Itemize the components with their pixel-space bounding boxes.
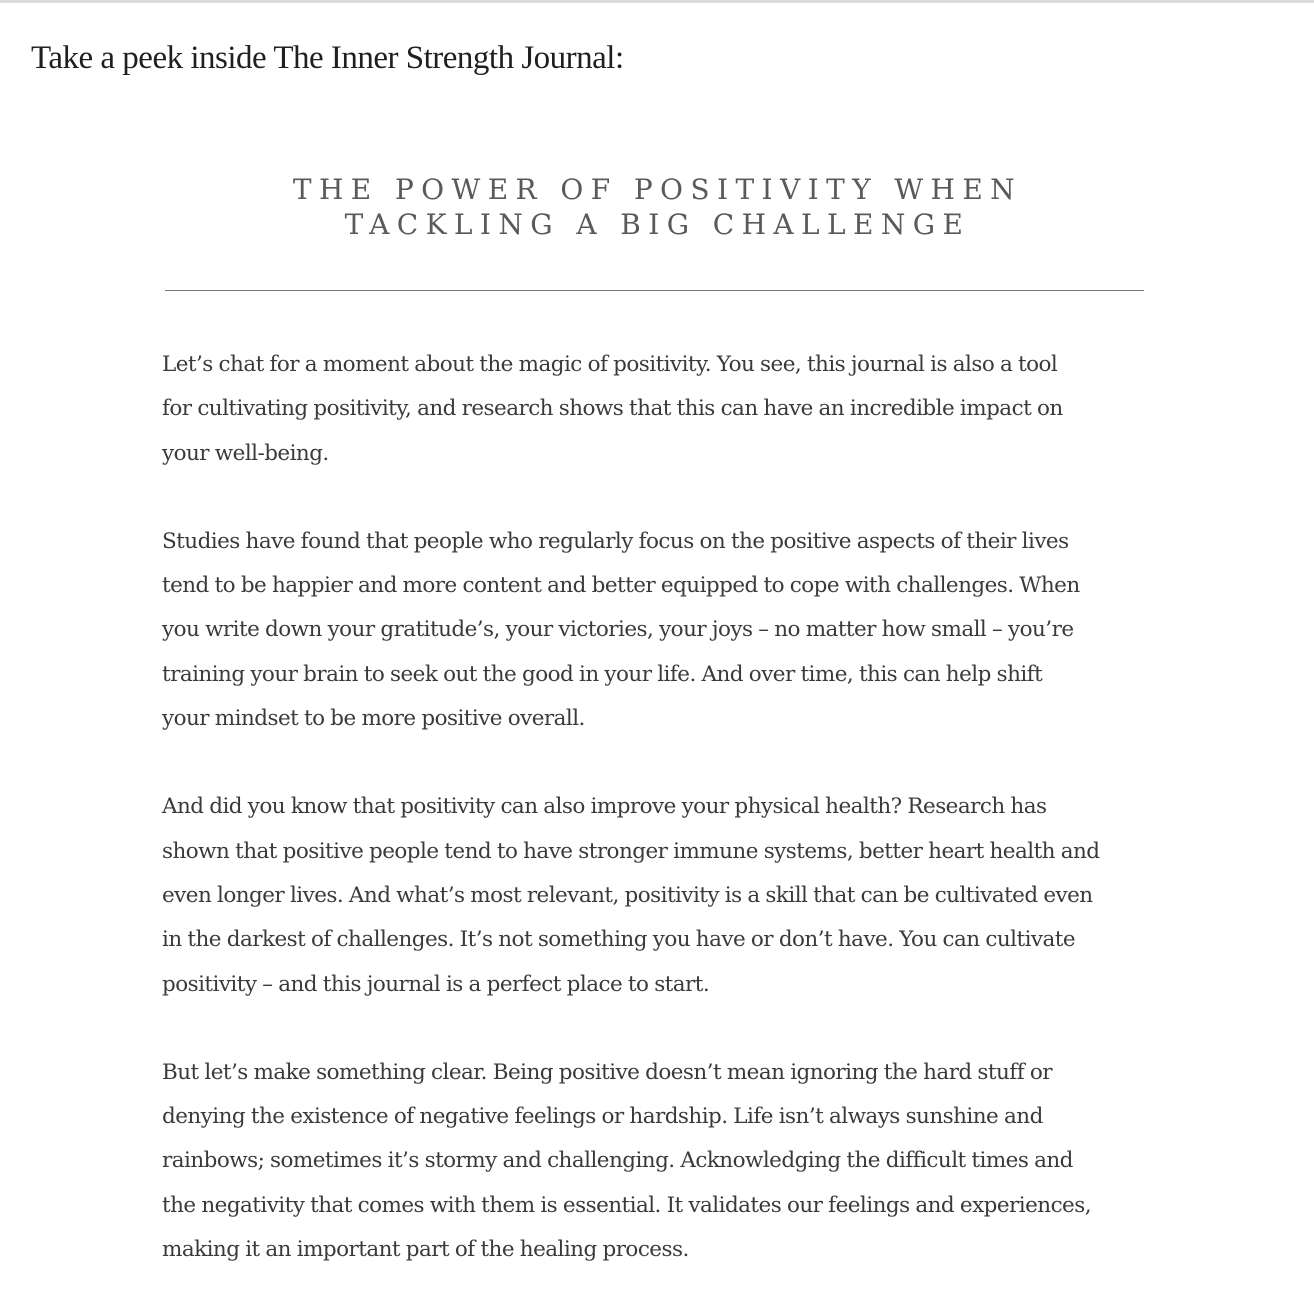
- paragraph-line: But let’s make something clear. Being positive doesn’t mean ignoring the hard stuff or: [162, 1059, 1053, 1085]
- paragraph-1: [162, 343, 1162, 476]
- paragraph-line: for cultivating positivity, and research shows that this can have an incredible impact on: [162, 396, 1063, 422]
- paragraph-line: Let’s chat for a moment about the magic of positivity. You see, this journal is also a tool: [162, 352, 1058, 377]
- paragraph-line: making it an important part of the healing process.: [162, 1237, 689, 1263]
- paragraph-line: your mindset to be more positive overall.: [162, 706, 585, 732]
- paragraph-line: training your brain to seek out the good in your life. And over time, this can help shift: [162, 661, 1043, 687]
- section-title-line-1: THE POWER OF POSITIVITY WHEN: [292, 173, 1023, 206]
- paragraph-line: even longer lives. And what’s most relevant, positivity is a skill that can be cultivated even: [162, 882, 1093, 908]
- paragraph-3: [162, 785, 1162, 1006]
- paragraph-line: in the darkest of challenges. It’s not something you have or don’t have. You can cultivate: [162, 927, 1076, 953]
- paragraph-4: [162, 1051, 1162, 1272]
- title-divider: [165, 290, 1144, 291]
- paragraph-line: tend to be happier and more content and better equipped to cope with challenges. When: [162, 573, 1080, 599]
- paragraph-line: the negativity that comes with them is essential. It validates our feelings and experiences,: [162, 1192, 1092, 1218]
- section-title: [165, 172, 1150, 242]
- paragraph-line: And did you know that positivity can also improve your physical health? Research has: [162, 794, 1047, 820]
- top-border: [0, 0, 1314, 3]
- intro-heading: Take a peek inside The Inner Strength Journal:: [31, 40, 624, 76]
- paragraph-line: you write down your gratitude’s, your victories, your joys – no matter how small – you’re: [162, 617, 1074, 643]
- paragraph-line: rainbows; sometimes it’s stormy and challenging. Acknowledging the difficult times and: [162, 1148, 1073, 1174]
- article-body: [162, 343, 1162, 1316]
- paragraph-line: denying the existence of negative feelings or hardship. Life isn’t always sunshine and: [162, 1104, 1043, 1130]
- paragraph-line: shown that positive people tend to have stronger immune systems, better heart health and: [162, 838, 1100, 864]
- section-title-line-2: TACKLING A BIG CHALLENGE: [344, 208, 971, 241]
- paragraph-line: Studies have found that people who regularly focus on the positive aspects of their lives: [162, 528, 1069, 554]
- paragraph-2: [162, 520, 1162, 741]
- paragraph-line: your well-being.: [162, 440, 329, 466]
- paragraph-line: positivity – and this journal is a perfect place to start.: [162, 971, 710, 997]
